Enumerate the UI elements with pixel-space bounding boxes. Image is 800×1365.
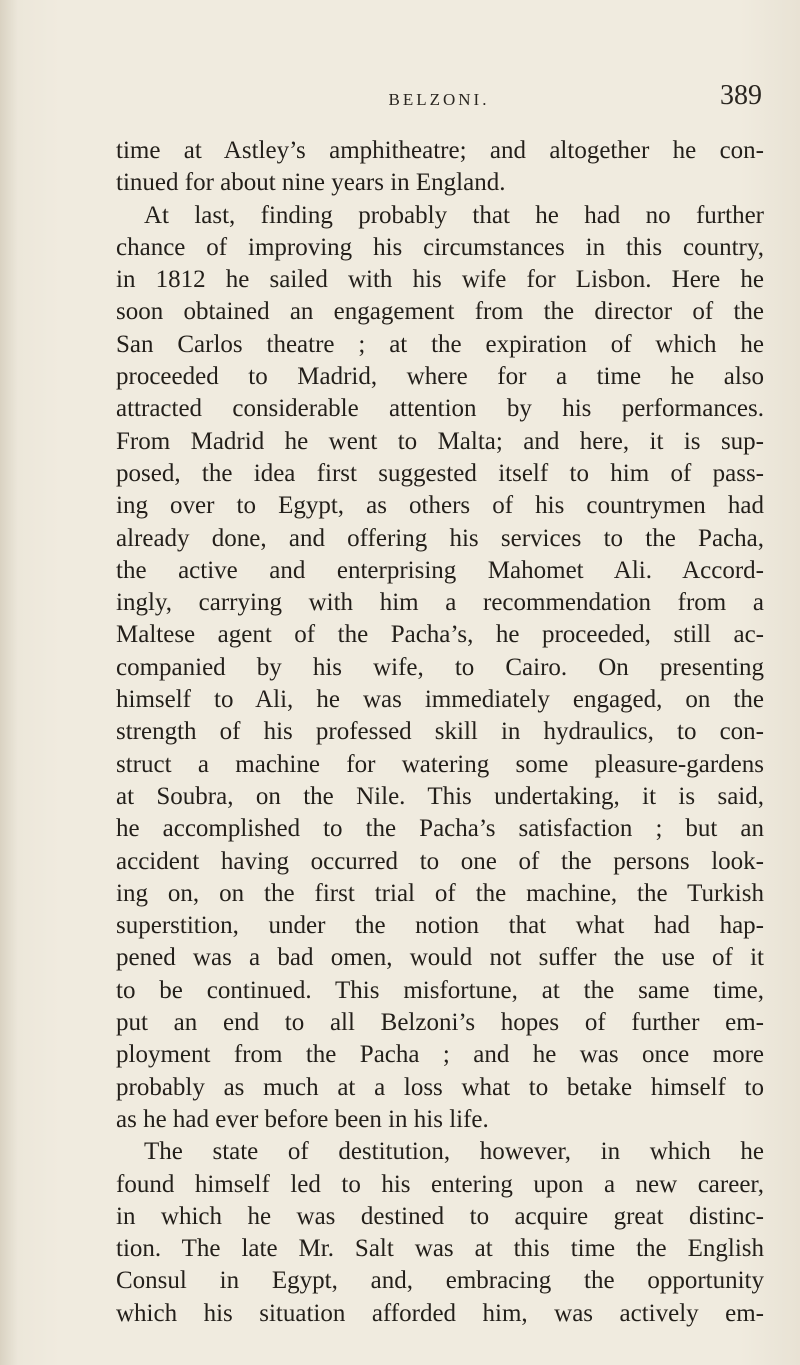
text-line: At last, finding probably that he had no further [144,201,764,229]
text-line: attracted considerable attention by his performances. [116,395,764,423]
text-line: accident having occurred to one of the persons look- [116,847,764,875]
text-line: ingly, carrying with him a recommendation from a [116,589,764,617]
text-line: superstition, under the notion that what had hap- [116,912,764,940]
text-line: in which he was destined to acquire great distinc- [116,1202,764,1230]
text-line: Maltese agent of the Pacha’s, he proceeded, still ac- [116,621,764,649]
text-line: ing over to Egypt, as others of his countrymen had [116,492,764,520]
text-line: strength of his professed skill in hydraulics, to con- [116,718,764,746]
body-text [116,135,764,1330]
text-line: tinued for about nine years in England. [116,169,506,197]
text-line: to be continued. This misfortune, at the same time, [116,976,764,1004]
text-line: struct a machine for watering some pleasure-gardens [116,750,764,778]
text-line: pened was a bad omen, would not suffer the use of it [116,944,764,972]
text-line: in 1812 he sailed with his wife for Lisbon. Here he [116,266,764,294]
text-line: he accomplished to the Pacha’s satisfaction ; but an [116,815,764,843]
text-line: From Madrid he went to Malta; and here, it is sup- [116,427,764,455]
text-line: Consul in Egypt, and, embracing the opportunity [116,1267,764,1295]
text-line: companied by his wife, to Cairo. On presenting [116,653,764,681]
text-line: posed, the idea first suggested itself to him of pass- [116,459,764,487]
text-line: as he had ever before been in his life. [116,1105,489,1133]
text-line: proceeded to Madrid, where for a time he also [116,363,764,391]
text-line: time at Astley’s amphitheatre; and altogether he con- [116,137,764,164]
text-line: tion. The late Mr. Salt was at this time the English [116,1235,764,1263]
text-line: himself to Ali, he was immediately engaged, on the [116,686,764,714]
text-line: San Carlos theatre ; at the expiration of which he [116,330,764,358]
text-line: chance of improving his circumstances in this country, [116,233,764,261]
running-title: BELZONI. [388,90,490,109]
running-head [116,80,762,120]
text-line: probably as much at a loss what to betake himself to [116,1073,764,1101]
text-line: already done, and offering his services to the Pacha, [116,524,764,552]
text-line: ing on, on the first trial of the machine, the Turkish [116,879,764,907]
page-number: 389 [720,80,762,111]
text-line: The state of destitution, however, in which he [144,1138,764,1166]
text-line: ployment from the Pacha ; and he was once more [116,1041,764,1069]
text-line: soon obtained an engagement from the director of the [116,298,764,326]
text-line: put an end to all Belzoni’s hopes of further em- [116,1009,764,1037]
text-line: at Soubra, on the Nile. This undertaking, it is said, [116,782,764,810]
text-line: the active and enterprising Mahomet Ali. Accord- [116,556,764,584]
text-line: which his situation afforded him, was actively em- [116,1299,764,1327]
text-line: found himself led to his entering upon a new career, [116,1170,764,1198]
